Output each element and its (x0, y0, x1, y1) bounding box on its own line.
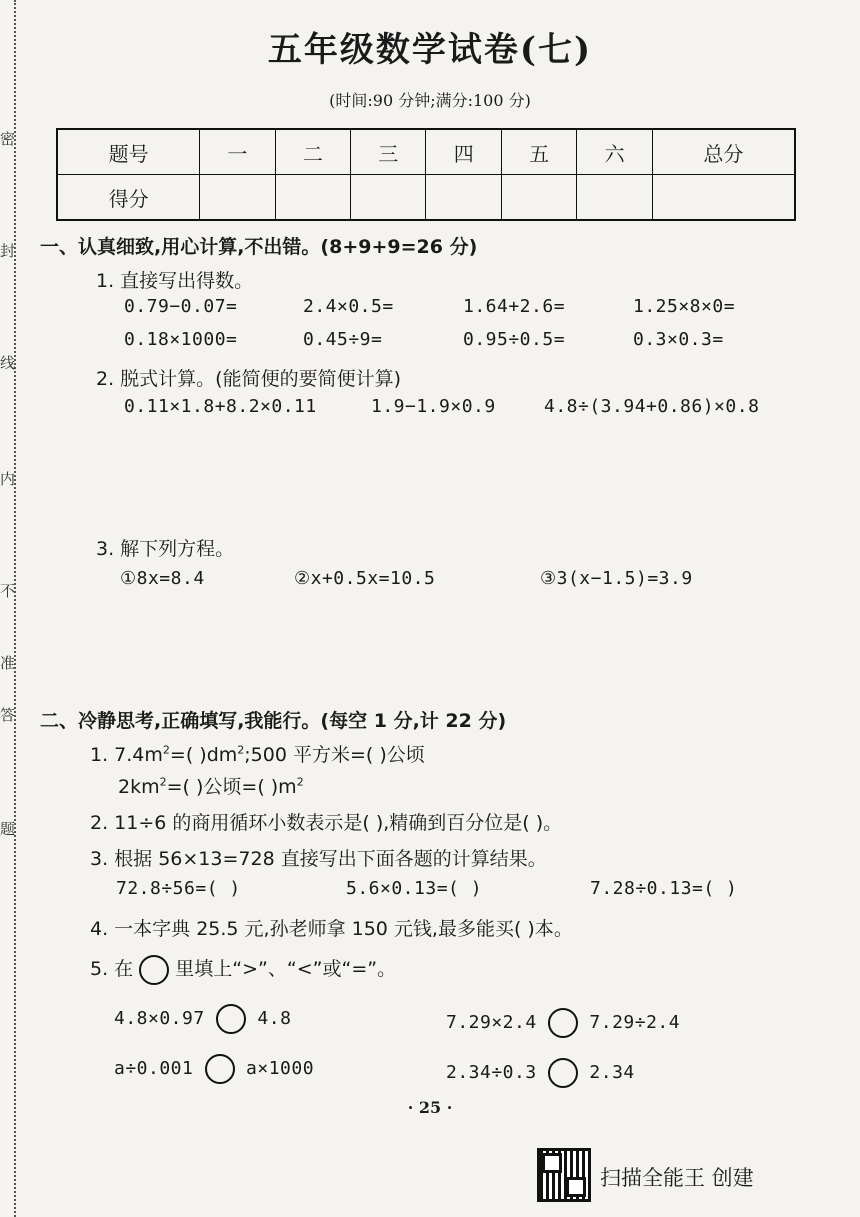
score-blank-cell (501, 175, 576, 221)
fill-question-2: 2. 11÷6 的商用循环小数表示是( ),精确到百分位是( )。 (90, 812, 563, 834)
fill-item: 5.6×0.13=( ) (346, 878, 483, 899)
compare-right: 4.8 (257, 1008, 292, 1029)
margin-char: 内 (0, 470, 16, 488)
margin-char: 线 (0, 354, 16, 372)
score-cell: 三 (351, 129, 426, 175)
text: 里填上“>”、“<”或“=”。 (175, 958, 397, 980)
score-blank-cell (200, 175, 275, 221)
oral-calc-item: 1.25×8×0= (633, 296, 736, 317)
margin-char: 封 (0, 242, 16, 260)
score-table-header-row (57, 129, 795, 175)
score-cell: 五 (501, 129, 576, 175)
circle-blank-icon (548, 1008, 578, 1038)
section-2-heading: 二、冷静思考,正确填写,我能行。(每空 1 分,计 22 分) (40, 710, 507, 732)
compare-right: 2.34 (589, 1062, 635, 1083)
fill-question-4: 4. 一本字典 25.5 元,孙老师拿 150 元钱,最多能买( )本。 (90, 918, 573, 940)
fill-question-1-line2 (118, 772, 304, 799)
fill-question-3: 3. 根据 56×13=728 直接写出下面各题的计算结果。 (90, 848, 547, 870)
compare-item (114, 1054, 314, 1084)
compare-right: a×1000 (246, 1058, 315, 1079)
oral-calc-item: 2.4×0.5= (303, 296, 394, 317)
step-calc-item: 1.9−1.9×0.9 (371, 396, 496, 417)
oral-calc-item: 0.18×1000= (124, 329, 238, 350)
superscript: 2 (237, 743, 245, 757)
compare-left: a÷0.001 (114, 1058, 194, 1079)
oral-calc-item: 0.3×0.3= (633, 329, 724, 350)
oral-calc-item: 0.95÷0.5= (463, 329, 566, 350)
circle-blank-icon (548, 1058, 578, 1088)
oral-calc-item: 0.45÷9= (303, 329, 383, 350)
margin-char: 密 (0, 130, 16, 148)
circle-blank-icon (205, 1054, 235, 1084)
scanner-watermark: 扫描全能王 创建 (600, 1166, 754, 1190)
score-blank-cell (351, 175, 426, 221)
step-calc-item: 0.11×1.8+8.2×0.11 (124, 396, 317, 417)
circle-blank-icon (216, 1004, 246, 1034)
fill-question-1-line1 (90, 740, 425, 767)
margin-char: 不 (0, 582, 16, 600)
text: =( )dm (169, 744, 238, 766)
score-table-score-row (57, 175, 795, 221)
score-table (56, 128, 796, 221)
text: =( )公顷=( )m (166, 776, 297, 798)
section-1-heading: 一、认真细致,用心计算,不出错。(8+9+9=26 分) (40, 236, 478, 258)
score-blank-cell (275, 175, 350, 221)
margin-char: 题 (0, 820, 16, 838)
compare-item (446, 1058, 635, 1088)
oral-calc-item: 0.79−0.07= (124, 296, 238, 317)
text: ;500 平方米=( )公顷 (244, 744, 425, 766)
score-cell: 一 (200, 129, 275, 175)
score-cell: 四 (426, 129, 501, 175)
binding-dotted-line (14, 0, 16, 1217)
margin-char: 答 (0, 706, 16, 724)
score-cell: 得分 (57, 175, 200, 221)
compare-left: 7.29×2.4 (446, 1012, 537, 1033)
question-1-label: 1. 直接写出得数。 (96, 270, 254, 292)
compare-item (114, 1004, 291, 1034)
superscript: 2 (159, 775, 167, 789)
page-number: · 25 · (407, 1098, 453, 1117)
fill-item: 7.28÷0.13=( ) (590, 878, 738, 899)
compare-left: 2.34÷0.3 (446, 1062, 537, 1083)
step-calc-item: 4.8÷(3.94+0.86)×0.8 (544, 396, 760, 417)
equation-item: ①8x=8.4 (120, 568, 205, 589)
compare-left: 4.8×0.97 (114, 1008, 205, 1029)
oral-calc-item: 1.64+2.6= (463, 296, 566, 317)
score-cell: 总分 (652, 129, 795, 175)
margin-char: 准 (0, 654, 16, 672)
exam-time-info: (时间:90 分钟;满分:100 分) (329, 91, 531, 110)
score-cell: 二 (275, 129, 350, 175)
text: 5. 在 (90, 958, 134, 980)
score-cell: 六 (577, 129, 652, 175)
score-blank-cell (577, 175, 652, 221)
text: 1. 7.4m (90, 744, 163, 766)
circle-blank-icon (139, 955, 169, 985)
compare-item (446, 1008, 680, 1038)
score-cell: 题号 (57, 129, 200, 175)
qr-code-icon (537, 1148, 591, 1202)
question-3-label: 3. 解下列方程。 (96, 538, 235, 560)
compare-right: 7.29÷2.4 (589, 1012, 681, 1033)
score-blank-cell (652, 175, 795, 221)
equation-item: ②x+0.5x=10.5 (294, 568, 436, 589)
superscript: 2 (162, 743, 170, 757)
fill-item: 72.8÷56=( ) (116, 878, 241, 899)
superscript: 2 (296, 775, 304, 789)
score-blank-cell (426, 175, 501, 221)
question-2-label: 2. 脱式计算。(能简便的要简便计算) (96, 368, 401, 390)
text: 2km (118, 776, 160, 798)
fill-question-5 (90, 954, 396, 985)
page-title: 五年级数学试卷(七) (267, 30, 593, 70)
equation-item: ③3(x−1.5)=3.9 (540, 568, 693, 589)
